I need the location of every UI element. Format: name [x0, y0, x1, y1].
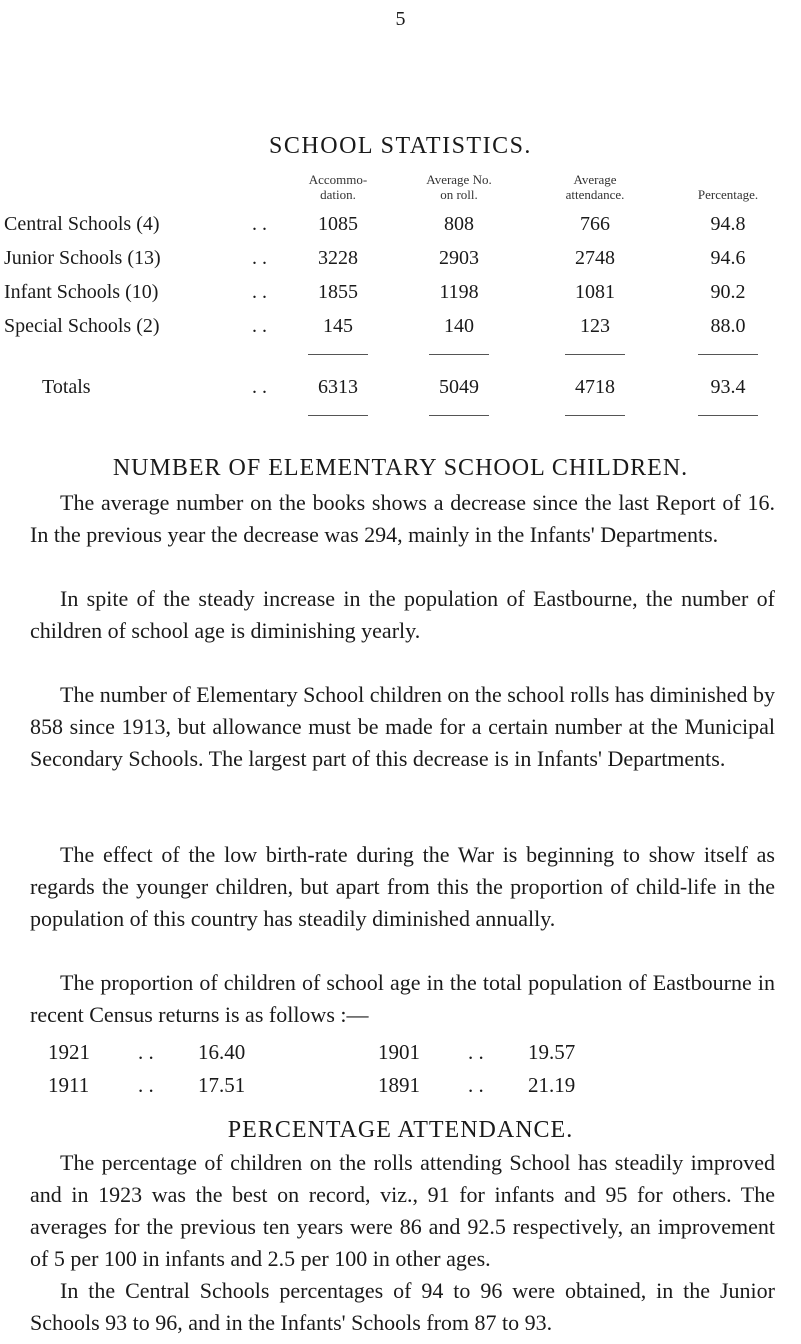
dot-leader: . . [468, 1073, 484, 1097]
table-row [48, 1036, 668, 1069]
census-value: 17.51 [198, 1073, 246, 1097]
divider [698, 415, 758, 416]
dot-leader: . . [252, 281, 267, 303]
percentage-attendance-heading: PERCENTAGE ATTENDANCE. [227, 1117, 574, 1143]
dot-leader: . . [252, 213, 267, 235]
divider [429, 415, 489, 416]
paragraph: The number of Elementary School children on the school rolls has diminished by 858 since 1913, but allowance must be made for a certain number at the Municipal Secondary Schools. The largest part of this decrease is in Infants' Departments. [30, 682, 775, 771]
census-year: 1911 [48, 1073, 90, 1097]
table-rule-row [0, 399, 798, 422]
cell-attendance: 2748 [575, 247, 615, 269]
totals-row [0, 361, 798, 399]
cell-percentage: 88.0 [710, 315, 746, 337]
census-value: 21.19 [528, 1073, 576, 1097]
divider [698, 354, 758, 355]
divider [308, 415, 368, 416]
cell-attendance: 766 [580, 213, 610, 235]
school-statistics-title: SCHOOL STATISTICS. [269, 133, 532, 159]
paragraph: The effect of the low birth-rate during the War is beginning to show itself as regards the younger children, but apart from this the proportion of child-life in the population of this country has steadily diminished annually. [30, 842, 775, 931]
row-label: Central Schools (4) [4, 213, 160, 235]
cell-on-roll: 808 [444, 213, 474, 235]
paragraph: In spite of the steady increase in the population of Eastbourne, the number of children of school age is diminishing yearly. [30, 586, 775, 643]
cell-percentage: 94.6 [710, 247, 746, 269]
school-statistics-table [0, 170, 798, 422]
divider [565, 415, 625, 416]
census-value: 19.57 [528, 1040, 576, 1064]
paragraph: The average number on the books shows a decrease since the last Report of 16. In the previous year the decrease was 294, mainly in the Infants' Departments. [30, 490, 775, 547]
cell-accommodation: 3228 [318, 247, 358, 269]
census-year: 1901 [378, 1040, 420, 1064]
cell-on-roll: 5049 [439, 376, 479, 398]
table-row [48, 1069, 668, 1102]
elementary-children-heading: NUMBER OF ELEMENTARY SCHOOL CHILDREN. [112, 455, 689, 481]
divider [565, 354, 625, 355]
table-row [0, 304, 798, 338]
dot-leader: . . [138, 1040, 154, 1064]
divider [429, 354, 489, 355]
paragraph: In the Central Schools percentages of 94 to 96 were obtained, in the Junior Schools 93 to 96, and in the Infants' Schools from 87 to 93. [30, 1278, 775, 1335]
dot-leader: . . [468, 1040, 484, 1064]
divider [308, 354, 368, 355]
cell-accommodation: 1855 [318, 281, 358, 303]
census-year: 1921 [48, 1040, 90, 1064]
cell-on-roll: 2903 [439, 247, 479, 269]
row-label: Special Schools (2) [4, 315, 160, 337]
cell-percentage: 93.4 [710, 376, 746, 398]
table-row [0, 236, 798, 270]
cell-accommodation: 145 [323, 315, 353, 337]
paragraph: The proportion of children of school age in the total population of Eastbourne in recent Census returns is as follows :— [30, 970, 775, 1027]
dot-leader: . . [252, 247, 267, 269]
row-label: Infant Schools (10) [4, 281, 159, 303]
dot-leader: . . [138, 1073, 154, 1097]
cell-attendance: 123 [580, 315, 610, 337]
census-table [48, 1036, 668, 1102]
paragraph: The percentage of children on the rolls attending School has steadily improved and in 1923 was the best on record, viz., 91 for infants and 95 for others. The averages for the previous ten years were 86 and 92.5 respectively, an improvement of 5 per 100 in infants and 2.5 per 100 in other ages. [30, 1150, 775, 1271]
table-header-row [0, 170, 798, 202]
census-year: 1891 [378, 1073, 420, 1097]
page-number: 5 [395, 8, 406, 30]
cell-accommodation: 1085 [318, 213, 358, 235]
column-header-percentage: Percentage. [697, 187, 759, 202]
row-label: Totals [42, 376, 91, 398]
column-header-accommodation: Accommo- dation. [308, 172, 368, 202]
dot-leader: . . [252, 376, 267, 398]
dot-leader: . . [252, 315, 267, 337]
cell-percentage: 90.2 [710, 281, 746, 303]
cell-percentage: 94.8 [710, 213, 746, 235]
table-row [0, 270, 798, 304]
table-rule-row [0, 338, 798, 361]
cell-attendance: 4718 [575, 376, 615, 398]
cell-on-roll: 1198 [439, 281, 479, 303]
column-header-on-roll: Average No. on roll. [426, 172, 492, 202]
row-label: Junior Schools (13) [4, 247, 161, 269]
table-row [0, 202, 798, 236]
column-header-attendance: Average attendance. [565, 172, 625, 202]
cell-accommodation: 6313 [318, 376, 358, 398]
cell-attendance: 1081 [575, 281, 615, 303]
cell-on-roll: 140 [444, 315, 474, 337]
census-value: 16.40 [198, 1040, 246, 1064]
